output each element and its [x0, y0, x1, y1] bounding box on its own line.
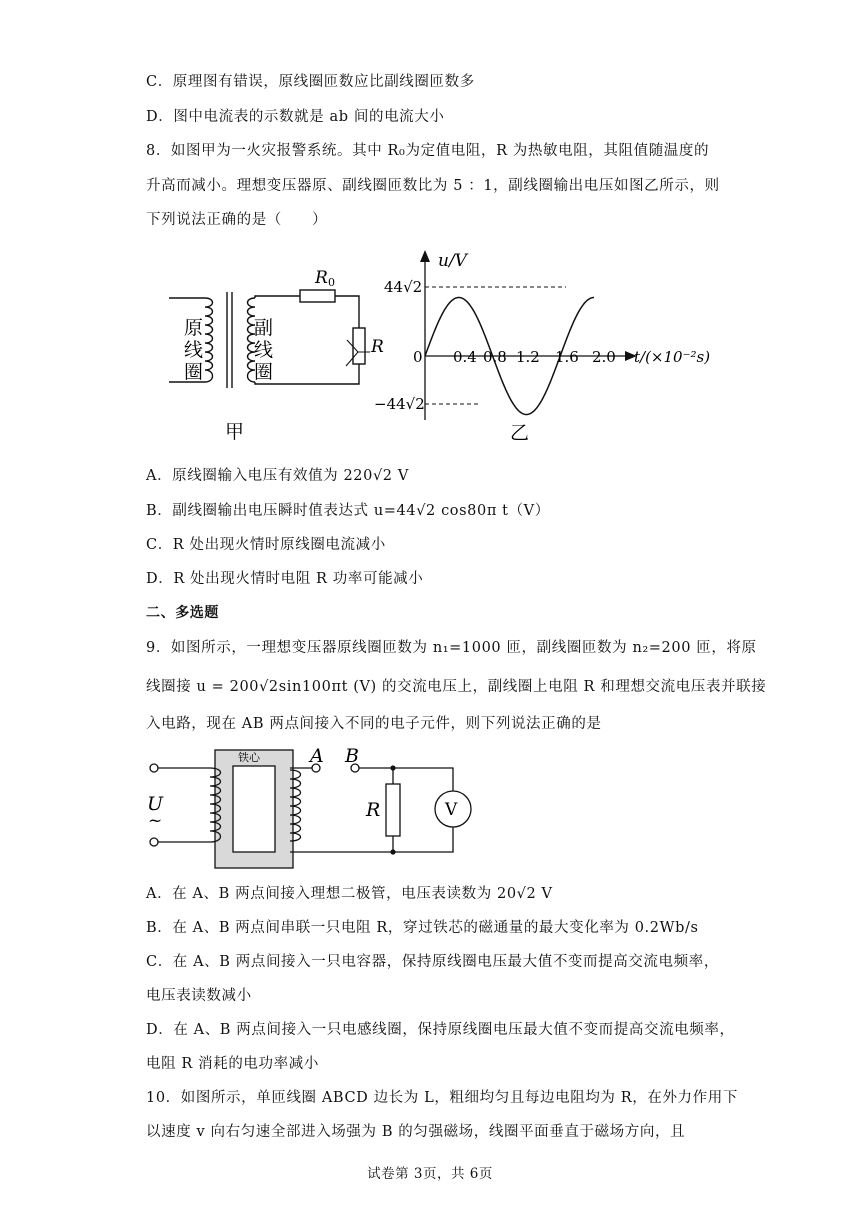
yi-xlabel: t/(×10⁻²s): [634, 348, 711, 366]
q8-stem-line3: 下列说法正确的是（ ）: [146, 212, 328, 228]
r-label: R: [371, 337, 384, 357]
q9-r-label: R: [366, 799, 381, 821]
q8-option-c: C．R 处出现火情时原线圈电流减小: [146, 537, 386, 553]
q9-figure: [140, 746, 480, 876]
q9-resistor: [386, 784, 400, 836]
yi-ymax-label: 44√2: [384, 278, 423, 296]
q7-option-c: C．原理图有错误，原线圈匝数应比副线圈匝数多: [146, 74, 475, 90]
q9-stem-line2: 线圈接 u = 200√2sin100πt (V) 的交流电压上，副线圈上电阻 R 和理想交流电压表并联接: [146, 679, 767, 695]
point-a-label: A: [310, 745, 324, 767]
primary-char-3: 圈: [184, 361, 204, 383]
q8-option-d: D．R 处出现火情时电阻 R 功率可能减小: [146, 571, 424, 587]
r0-subscript: 0: [328, 276, 335, 289]
q9-stem-line3: 入电路，现在 AB 两点间接入不同的电子元件，则下列说法正确的是: [146, 716, 602, 732]
iron-core-label: 铁心: [238, 751, 260, 764]
q9-option-c-line2: 电压表读数减小: [146, 988, 252, 1004]
r0-label: R: [315, 268, 328, 288]
yi-ymin-label: −44√2: [374, 395, 425, 413]
page-footer: 试卷第 3页，共 6页: [367, 1166, 493, 1182]
q8-stem-line2: 升高而减小。理想变压器原、副线圈匝数比为 5 ：1，副线圈输出电压如图乙所示，则: [146, 178, 720, 194]
figure-jia-caption: 甲: [225, 421, 245, 443]
r0-resistor: [300, 290, 335, 302]
q9-option-d-line1: D．在 A、B 两点间接入一只电感线圈，保持原线圈电压最大值不变而提高交流电频率，: [146, 1022, 735, 1038]
yi-tick-0.4: 0.4: [453, 348, 477, 366]
point-b-label: B: [345, 745, 359, 767]
q10-stem-line2: 以速度 v 向右匀速全部进入场强为 B 的匀强磁场，线圈平面垂直于磁场方向，且: [146, 1124, 686, 1140]
q8-figure-jia: [165, 258, 384, 448]
q10-stem-line1: 10．如图所示，单匝线圈 ABCD 边长为 L，粗细均匀且每边电阻均为 R，在外力作用下: [146, 1090, 738, 1106]
section-heading: 二、多选题: [146, 605, 219, 621]
q8-option-b: B．副线圈输出电压瞬时值表达式 u=44√2 cos80π t（V）: [146, 503, 550, 519]
voltmeter-v-label: V: [445, 800, 458, 820]
q9-option-b: B．在 A、B 两点间串联一只电阻 R，穿过铁芯的磁通量的最大变化率为 0.2Wb/s: [146, 920, 699, 936]
q7-option-d: D．图中电流表的示数就是 ab 间的电流大小: [146, 109, 445, 125]
secondary-char-3: 圈: [254, 361, 274, 383]
yi-ylabel: u/V: [438, 251, 467, 271]
yi-tick-1.2: 1.2: [516, 348, 540, 366]
u-label: U: [147, 793, 164, 815]
secondary-char-1: 副: [254, 317, 274, 339]
yi-tick-1.6: 1.6: [555, 348, 579, 366]
q9-stem-line1: 9．如图所示，一理想变压器原线圈匝数为 n₁=1000 匝，副线圈匝数为 n₂=200 匝，将原: [146, 640, 757, 656]
q8-figure-yi: [370, 244, 720, 444]
q8-option-a: A．原线圈输入电压有效值为 220√2 V: [146, 468, 409, 484]
q9-option-c-line1: C．在 A、B 两点间接入一只电容器，保持原线圈电压最大值不变而提高交流电频率，: [146, 954, 719, 970]
q9-option-a: A．在 A、B 两点间接入理想二极管，电压表读数为 20√2 V: [146, 886, 553, 902]
primary-char-1: 原: [184, 317, 204, 339]
q8-stem-line1: 8．如图甲为一火灾报警系统。其中 R₀为定值电阻，R 为热敏电阻，其阻值随温度的: [146, 143, 710, 159]
yi-tick-2.0: 2.0: [592, 348, 616, 366]
yi-tick-0.8: 0.8: [483, 348, 507, 366]
primary-char-2: 线: [184, 339, 204, 361]
r-thermistor: [353, 328, 365, 364]
figure-yi-caption: 乙: [510, 422, 530, 444]
q9-option-d-line2: 电阻 R 消耗的电功率减小: [146, 1056, 319, 1072]
ac-tilde: ~: [148, 811, 163, 831]
yi-origin: 0: [413, 348, 423, 366]
secondary-char-2: 线: [254, 339, 274, 361]
